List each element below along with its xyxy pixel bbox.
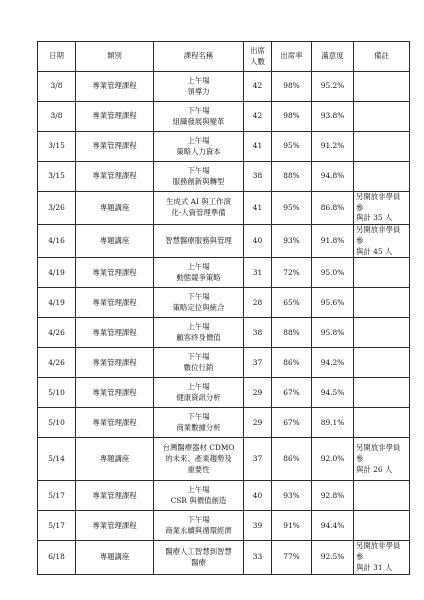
cell-date: 5/10 — [38, 408, 76, 438]
cell-date: 4/26 — [38, 348, 76, 378]
table-row — [38, 511, 410, 541]
cell-rate: 98% — [272, 72, 312, 102]
cell-category: 專業管理課程 — [76, 318, 154, 348]
cell-category: 專業管理課程 — [76, 408, 154, 438]
cell-satisfaction: 95.6% — [312, 288, 354, 318]
cell-course — [154, 541, 244, 574]
cell-satisfaction: 95.8% — [312, 318, 354, 348]
course-line: 組織發展與變革 — [172, 116, 225, 126]
table-row — [38, 481, 410, 511]
table-row — [38, 258, 410, 288]
table-body — [38, 72, 410, 575]
cell-date: 3/26 — [38, 192, 76, 225]
cell-satisfaction: 95.2% — [312, 72, 354, 102]
cell-date: 4/19 — [38, 258, 76, 288]
cell-date: 5/17 — [38, 481, 76, 511]
course-line: 服務創新與轉型 — [172, 176, 225, 186]
course-line: 下午場 — [187, 515, 210, 525]
note-line: 另開放非學員參 — [356, 541, 401, 562]
cell-date: 3/8 — [38, 102, 76, 132]
cell-rate: 95% — [272, 192, 312, 225]
cell-satisfaction: 93.8% — [312, 102, 354, 132]
cell-rate: 93% — [272, 225, 312, 258]
cell-course — [154, 162, 244, 192]
cell-note — [354, 102, 410, 132]
cell-attendance: 33 — [244, 541, 272, 574]
cell-note — [354, 72, 410, 102]
cell-course — [154, 378, 244, 408]
cell-attendance: 41 — [244, 192, 272, 225]
course-line: 智慧醫療服務與管理 — [165, 235, 232, 245]
cell-attendance: 31 — [244, 258, 272, 288]
note-line: 另開放非學員參 — [356, 225, 401, 245]
cell-rate: 95% — [272, 132, 312, 162]
table-row — [38, 378, 410, 408]
course-line: 商業永續與循環經濟 — [165, 525, 232, 535]
cell-attendance: 37 — [244, 438, 272, 481]
header-course: 課程名稱 — [154, 42, 244, 72]
cell-satisfaction: 94.2% — [312, 348, 354, 378]
cell-category: 專題講座 — [76, 192, 154, 225]
cell-category: 專業管理課程 — [76, 348, 154, 378]
cell-rate: 67% — [272, 408, 312, 438]
cell-course — [154, 511, 244, 541]
cell-note — [354, 225, 410, 258]
course-line: 上午場 — [187, 382, 210, 392]
cell-satisfaction: 89.1% — [312, 408, 354, 438]
cell-rate: 72% — [272, 258, 312, 288]
cell-attendance: 29 — [244, 378, 272, 408]
cell-course — [154, 288, 244, 318]
cell-note — [354, 318, 410, 348]
cell-note — [354, 258, 410, 288]
cell-satisfaction: 92.5% — [312, 541, 354, 574]
cell-note — [354, 132, 410, 162]
cell-course — [154, 72, 244, 102]
course-line: 商業數據分析 — [176, 422, 221, 432]
course-line: 健康資訊分析 — [176, 392, 221, 402]
table-row — [38, 318, 410, 348]
table-row — [38, 192, 410, 225]
cell-course — [154, 225, 244, 258]
course-line: 的未來、產業趨勢及 — [165, 454, 232, 464]
header-rate: 出席率 — [272, 42, 312, 72]
cell-category: 專業管理課程 — [76, 288, 154, 318]
cell-course — [154, 192, 244, 225]
table-row — [38, 102, 410, 132]
header-attendance-line: 人數 — [250, 56, 265, 66]
course-line: 醫療 — [191, 557, 206, 567]
cell-rate: 88% — [272, 162, 312, 192]
cell-attendance: 37 — [244, 348, 272, 378]
cell-note — [354, 288, 410, 318]
course-line: 重要性 — [187, 464, 210, 474]
cell-date: 5/17 — [38, 511, 76, 541]
cell-note — [354, 162, 410, 192]
course-line: 醫療人工智慧到智慧 — [165, 546, 232, 556]
cell-rate: 86% — [272, 348, 312, 378]
course-line: 下午場 — [187, 352, 210, 362]
cell-date: 3/15 — [38, 132, 76, 162]
cell-satisfaction: 95.0% — [312, 258, 354, 288]
cell-satisfaction: 91.8% — [312, 225, 354, 258]
course-line: 化-人資管理準備 — [171, 208, 226, 218]
cell-attendance: 40 — [244, 481, 272, 511]
cell-course — [154, 348, 244, 378]
course-table — [37, 41, 410, 575]
cell-note — [354, 438, 410, 481]
table-row — [38, 225, 410, 258]
cell-category: 專業管理課程 — [76, 511, 154, 541]
cell-course — [154, 258, 244, 288]
note-line: 另開放非學員參 — [356, 192, 401, 212]
note-line: 與計 31 人 — [356, 562, 393, 572]
note-line: 與計 45 人 — [356, 246, 393, 256]
cell-note — [354, 511, 410, 541]
course-line: 生成式 AI 與工作演 — [166, 197, 231, 207]
cell-date: 4/16 — [38, 225, 76, 258]
cell-category: 專業管理課程 — [76, 132, 154, 162]
cell-attendance: 39 — [244, 511, 272, 541]
header-attendance — [244, 42, 272, 72]
cell-satisfaction: 92.8% — [312, 481, 354, 511]
cell-rate: 91% — [272, 511, 312, 541]
course-line: 下午場 — [187, 412, 210, 422]
cell-course — [154, 481, 244, 511]
course-line: 策略定位與統合 — [172, 302, 225, 312]
cell-note — [354, 408, 410, 438]
cell-rate: 67% — [272, 378, 312, 408]
course-line: 上午場 — [187, 135, 210, 145]
cell-attendance: 29 — [244, 408, 272, 438]
course-line: 數位行銷 — [183, 362, 214, 372]
cell-course — [154, 102, 244, 132]
note-line: 另開放非學員參 — [356, 443, 401, 464]
header-attendance-line: 出席 — [250, 45, 265, 55]
cell-note — [354, 348, 410, 378]
table-row — [38, 408, 410, 438]
cell-satisfaction: 86.8% — [312, 192, 354, 225]
cell-date: 3/15 — [38, 162, 76, 192]
header-note: 備註 — [354, 42, 410, 72]
course-line: 上午場 — [187, 322, 210, 332]
cell-category: 專題講座 — [76, 541, 154, 574]
cell-rate: 88% — [272, 318, 312, 348]
cell-rate: 86% — [272, 438, 312, 481]
cell-attendance: 41 — [244, 132, 272, 162]
cell-category: 專業管理課程 — [76, 481, 154, 511]
course-line: 下午場 — [187, 165, 210, 175]
course-line: 下午場 — [187, 105, 210, 115]
cell-category: 專業管理課程 — [76, 72, 154, 102]
cell-note — [354, 541, 410, 574]
cell-date: 5/14 — [38, 438, 76, 481]
cell-satisfaction: 92.0% — [312, 438, 354, 481]
note-line: 與計 26 人 — [356, 464, 393, 474]
cell-date: 4/19 — [38, 288, 76, 318]
table-row — [38, 348, 410, 378]
course-line: 領導力 — [187, 86, 210, 96]
cell-category: 專業管理課程 — [76, 378, 154, 408]
cell-attendance: 38 — [244, 318, 272, 348]
cell-date: 6/18 — [38, 541, 76, 574]
cell-satisfaction: 91.2% — [312, 132, 354, 162]
cell-course — [154, 318, 244, 348]
header-row — [38, 42, 410, 72]
table-row — [38, 288, 410, 318]
cell-note — [354, 192, 410, 225]
cell-date: 3/8 — [38, 72, 76, 102]
table-row — [38, 438, 410, 481]
cell-rate: 93% — [272, 481, 312, 511]
cell-category: 專業管理課程 — [76, 258, 154, 288]
header-date: 日期 — [38, 42, 76, 72]
cell-course — [154, 438, 244, 481]
cell-category: 專業管理課程 — [76, 162, 154, 192]
cell-note — [354, 481, 410, 511]
cell-note — [354, 378, 410, 408]
note-line: 與計 35 人 — [356, 213, 393, 223]
cell-category: 專題講座 — [76, 438, 154, 481]
cell-course — [154, 408, 244, 438]
cell-attendance: 40 — [244, 225, 272, 258]
cell-satisfaction: 94.5% — [312, 378, 354, 408]
cell-rate: 65% — [272, 288, 312, 318]
course-line: 台灣醫療器材 CDMO — [162, 443, 235, 453]
course-line: 上午場 — [187, 75, 210, 85]
cell-satisfaction: 94.4% — [312, 511, 354, 541]
cell-attendance: 28 — [244, 288, 272, 318]
table-row — [38, 541, 410, 574]
course-line: 策略人力資本 — [176, 146, 221, 156]
course-line: 顧客終身價值 — [176, 332, 221, 342]
cell-satisfaction: 94.8% — [312, 162, 354, 192]
cell-rate: 77% — [272, 541, 312, 574]
cell-category: 專業管理課程 — [76, 102, 154, 132]
course-line: 動態競爭策略 — [176, 272, 221, 282]
header-satisfaction: 滿意度 — [312, 42, 354, 72]
table-row — [38, 72, 410, 102]
cell-attendance: 42 — [244, 72, 272, 102]
cell-date: 4/26 — [38, 318, 76, 348]
cell-rate: 98% — [272, 102, 312, 132]
course-line: 下午場 — [187, 292, 210, 302]
cell-category: 專題講座 — [76, 225, 154, 258]
table-row — [38, 162, 410, 192]
course-line: 上午場 — [187, 262, 210, 272]
cell-course — [154, 132, 244, 162]
course-line: CSR 與價值創造 — [170, 495, 227, 505]
header-category: 類別 — [76, 42, 154, 72]
cell-attendance: 42 — [244, 102, 272, 132]
table-row — [38, 132, 410, 162]
course-line: 上午場 — [187, 485, 210, 495]
cell-date: 5/10 — [38, 378, 76, 408]
cell-attendance: 38 — [244, 162, 272, 192]
